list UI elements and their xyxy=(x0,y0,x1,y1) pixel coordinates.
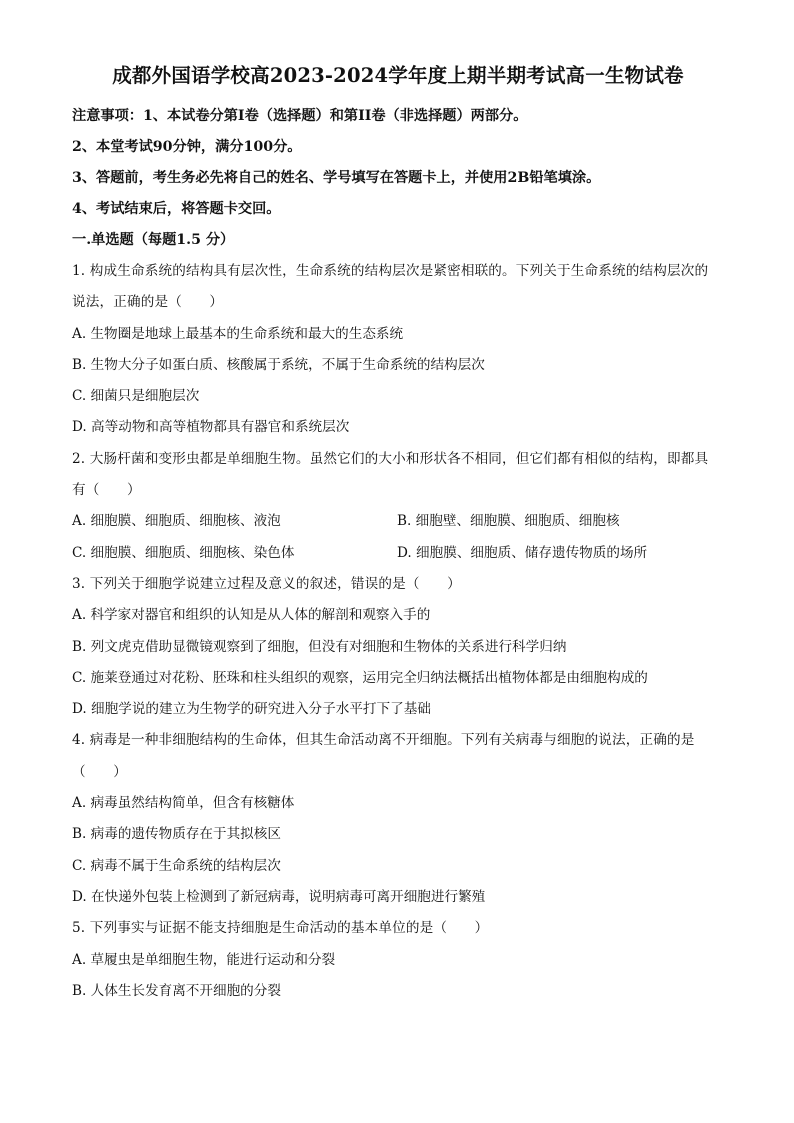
instruction-line: 3、答题前，考生务必先将自己的姓名、学号填写在答题卡上，并使用2B铅笔填涂。 xyxy=(72,170,601,186)
option-c: C. 病毒不属于生命系统的结构层次 xyxy=(72,857,281,874)
question-stem-line: 2. 大肠杆菌和变形虫都是单细胞生物。虽然它们的大小和形状各不相同，但它们都有相似的结构，即都具 xyxy=(72,450,709,467)
option-d: D. 细胞学说的建立为生物学的研究进入分子水平打下了基础 xyxy=(72,701,431,718)
option-d: D. 细胞膜、细胞质、储存遗传物质的场所 xyxy=(397,544,648,561)
option-c: C. 细菌只是细胞层次 xyxy=(72,388,200,405)
question-2 xyxy=(72,444,724,569)
instructions xyxy=(72,101,724,225)
question-stem-line: 4. 病毒是一种非细胞结构的生命体，但其生命活动离不开细胞。下列有关病毒与细胞的说法，正确的是 xyxy=(72,732,695,749)
question-stem-line: 3. 下列关于细胞学说建立过程及意义的叙述，错误的是（ ） xyxy=(72,575,461,592)
page-title: 成都外国语学校高2023-2024学年度上期半期考试高一生物试卷 xyxy=(112,64,684,87)
question-stem-line: 1. 构成生命系统的结构具有层次性，生命系统的结构层次是紧密相联的。下列关于生命系统的结构层次的 xyxy=(72,263,709,279)
question-4 xyxy=(72,725,724,913)
question-5 xyxy=(72,913,724,1007)
instruction-line: 4、考试结束后，将答题卡交回。 xyxy=(72,201,281,217)
instruction-line: 2、本堂考试90分钟，满分100分。 xyxy=(72,139,302,155)
option-b: B. 病毒的遗传物质存在于其拟核区 xyxy=(72,826,281,843)
option-b: B. 细胞壁、细胞膜、细胞质、细胞核 xyxy=(397,513,620,530)
option-c: C. 细胞膜、细胞质、细胞核、染色体 xyxy=(72,544,295,561)
option-b: B. 人体生长发育离不开细胞的分裂 xyxy=(72,982,281,999)
option-c: C. 施莱登通过对花粉、胚珠和柱头组织的观察，运用完全归纳法概括出植物体都是由细胞构成的 xyxy=(72,669,648,686)
question-1 xyxy=(72,256,724,444)
question-stem-line: 5. 下列事实与证据不能支持细胞是生命活动的基本单位的是（ ） xyxy=(72,920,489,937)
option-row xyxy=(72,506,724,537)
question-stem-line: （ ） xyxy=(72,763,127,780)
option-row xyxy=(72,538,724,569)
question-stem-line: 说法，正确的是（ ） xyxy=(72,294,224,311)
question-stem-line: 有（ ） xyxy=(72,482,141,499)
option-d: D. 高等动物和高等植物都具有器官和系统层次 xyxy=(72,419,350,436)
instruction-line: 注意事项：1、本试卷分第I卷（选择题）和第II卷（非选择题）两部分。 xyxy=(72,108,528,124)
section-heading: 一.单选题（每题1.5 分） xyxy=(72,232,235,248)
option-a: A. 病毒虽然结构简单，但含有核糖体 xyxy=(72,795,295,812)
option-a: A. 草履虫是单细胞生物，能进行运动和分裂 xyxy=(72,951,336,968)
option-a: A. 细胞膜、细胞质、细胞核、液泡 xyxy=(72,513,281,530)
option-a: A. 科学家对器官和组织的认知是从人体的解剖和观察入手的 xyxy=(72,607,431,624)
option-d: D. 在快递外包装上检测到了新冠病毒，说明病毒可离开细胞进行繁殖 xyxy=(72,888,486,905)
option-a: A. 生物圈是地球上最基本的生命系统和最大的生态系统 xyxy=(72,325,404,342)
option-b: B. 生物大分子如蛋白质、核酸属于系统，不属于生命系统的结构层次 xyxy=(72,356,485,373)
option-b: B. 列文虎克借助显微镜观察到了细胞，但没有对细胞和生物体的关系进行科学归纳 xyxy=(72,638,567,655)
question-3 xyxy=(72,569,724,725)
